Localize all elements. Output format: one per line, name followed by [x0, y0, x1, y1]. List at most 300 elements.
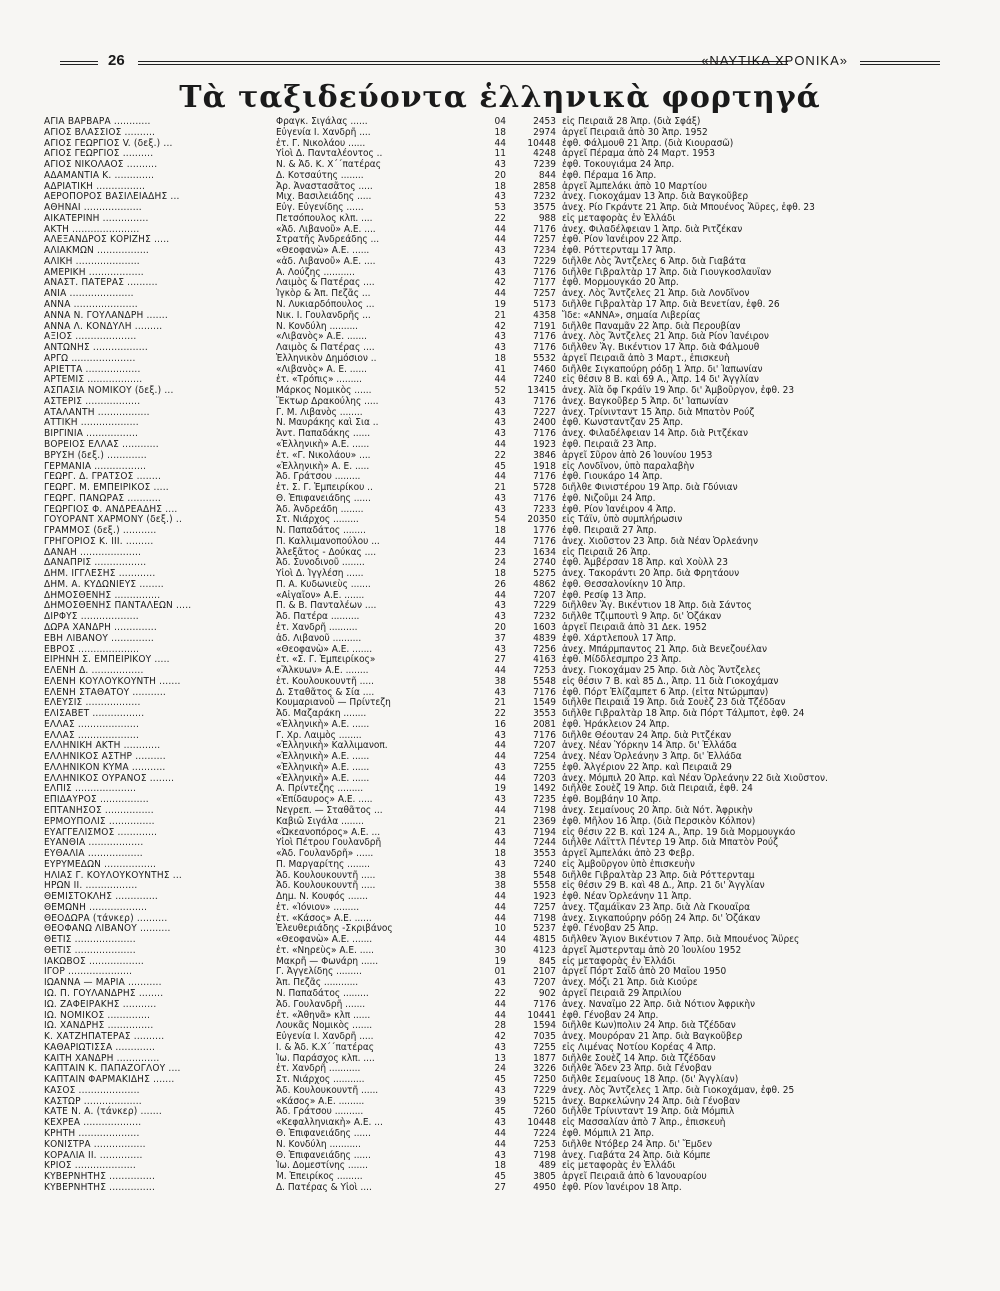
- table-row: [44, 331, 944, 342]
- owner: «Θεοφανὼ» Α.Ε. .......: [276, 643, 373, 655]
- build-year: 23: [494, 546, 506, 558]
- tonnage: 7232: [533, 611, 556, 623]
- table-row: [44, 708, 944, 719]
- tonnage: 4950: [533, 1181, 556, 1193]
- position-note: ἐφθ. Γένοβαν 24 Ἀπρ.: [562, 1009, 659, 1021]
- table-row: [44, 288, 944, 299]
- tonnage: 7250: [533, 1074, 556, 1086]
- table-row: [44, 547, 944, 558]
- table-row: [44, 374, 944, 385]
- position-note: ἐφθ. Βομβάην 10 Ἀπρ.: [562, 794, 662, 806]
- tonnage: 7240: [533, 858, 556, 870]
- tonnage: 7253: [533, 665, 556, 677]
- position-note: ἀνεχ. Τζαμάϊκαν 23 Ἀπρ. διὰ Λὰ Γκουαΐρα: [562, 901, 751, 913]
- owner: «Ἑλληνικὴ» Καλλιμανοπ.: [276, 740, 388, 752]
- table-row: [44, 116, 944, 127]
- tonnage: 7176: [533, 331, 556, 343]
- ship-name: ΔΗΜΟΣΘΕΝΗΣ ...............: [44, 589, 161, 601]
- build-year: 43: [494, 417, 506, 429]
- build-year: 43: [494, 826, 506, 838]
- build-year: 44: [494, 535, 506, 547]
- ship-name: ΚΑΘΑΡΙΩΤΙΣΣΑ .............: [44, 1041, 156, 1053]
- owner: ἀδ. Λιβανοῦ ..........: [276, 632, 362, 644]
- owner: Ἀδ. Γράτσου ..........: [276, 1106, 364, 1118]
- build-year: 11: [494, 148, 506, 160]
- ship-name: ΑΓΙΟΣ ΒΛΑΣΣΙΟΣ ..........: [44, 126, 156, 138]
- build-year: 44: [494, 837, 506, 849]
- tonnage: 5558: [533, 880, 556, 892]
- tonnage: 4862: [533, 578, 556, 590]
- build-year: 19: [494, 783, 506, 795]
- table-row: [44, 514, 944, 525]
- owner: Εὐγενία Ι. Χανδρῆ .....: [276, 1031, 374, 1043]
- table-row: [44, 913, 944, 924]
- position-note: ἐφθ. Μίδδλεσμπρο 23 Ἀπρ.: [562, 654, 682, 666]
- ship-name: ΚΡΙΟΣ ....................: [44, 1160, 136, 1172]
- tonnage: 7224: [533, 1127, 556, 1139]
- position-note: ἐφθ. Νέαν Ὀρλεάνην 11 Ἀπρ.: [562, 891, 692, 903]
- table-row: [44, 783, 944, 794]
- owner: Λαιμὸς & Πατέρας ....: [276, 277, 375, 289]
- tonnage: 7198: [533, 1149, 556, 1161]
- build-year: 43: [494, 255, 506, 267]
- owner: ἐτ. «Ἰόνιον» .........: [276, 901, 360, 913]
- position-note: ἀνεχ. Ναναΐμο 22 Ἀπρ. διὰ Νότιον Ἀφρικὴν: [562, 998, 756, 1010]
- owner: «Ἑλληνικὴ» Α.Ε. ......: [276, 761, 370, 773]
- owner: «Ἐπίδαυρος» Α.Ε. .....: [276, 794, 373, 806]
- tonnage: 844: [538, 169, 556, 181]
- table-row: [44, 256, 944, 267]
- ship-name: ΑΝΝΑ .....................: [44, 299, 138, 311]
- build-year: 45: [494, 1106, 506, 1118]
- ship-name: ΑΝΝΑ Λ. ΚΟΝΔΥΛΗ .........: [44, 320, 163, 332]
- table-row: [44, 536, 944, 547]
- owner: Ν. Μαυράκης καὶ Σια ..: [276, 417, 379, 429]
- position-note: ἀνεχ. Λὸς Ἄντζελες 1 Ἀπρ. διὰ Γιοκοχάμαν, ἐφθ. 25: [562, 1084, 795, 1096]
- ship-name: ΚΕΧΡΕΑ ...................: [44, 1117, 142, 1129]
- owner: Στ. Νιάρχος .........: [276, 514, 359, 526]
- table-row: [44, 202, 944, 213]
- position-note: εἰς θέσιν 7 Β. καὶ 85 Δ., Ἀπρ. 11 διὰ Γιοκοχάμαν: [562, 675, 779, 687]
- table-row: [44, 697, 944, 708]
- table-row: [44, 461, 944, 472]
- table-row: [44, 364, 944, 375]
- position-note: ἐφθ. Γένοβαν 25 Ἀπρ.: [562, 923, 659, 935]
- owner: Δ. Κοτσαύτης ........: [276, 169, 364, 181]
- owner: Π. Α. Κυδωνιεὺς .......: [276, 578, 371, 590]
- owner: «Ἀδ. Γουλανδρῆ» ......: [276, 848, 374, 860]
- build-year: 43: [494, 395, 506, 407]
- ship-name: ΓΕΩΡΓΙΟΣ Φ. ΑΝΔΡΕΑΔΗΣ ....: [44, 503, 178, 515]
- position-note: ἀνεχ. Μουρόραν 21 Ἀπρ. διὰ Βαγκοῦβερ: [562, 1031, 743, 1043]
- table-row: [44, 504, 944, 515]
- ship-name: ΑΓΙΟΣ ΓΕΩΡΓΙΟΣ ..........: [44, 148, 154, 160]
- position-note: ἐφθ. Ἀλγέριον 22 Ἀπρ. καὶ Πειραιᾶ 29: [562, 761, 732, 773]
- position-note: διῆλθε Γιβραλτὰρ 18 Ἀπρ. διὰ Πόρτ Τάλμποτ, ἐφθ. 24: [562, 708, 805, 720]
- owner: Ἀλεξᾶτος - Δούκας ....: [276, 546, 377, 558]
- owner: «Κεφαλληνιακὴ» Α.Ε. ...: [276, 1117, 383, 1129]
- table-row: [44, 891, 944, 902]
- position-note: ἀργεῖ Πειραιᾶ ἀπὸ 3 Μαρτ., ἐπισκευὴ: [562, 352, 730, 364]
- table-row: [44, 1031, 944, 1042]
- ship-name: ΑΘΗΝΑΙ ...................: [44, 202, 142, 214]
- build-year: 44: [494, 772, 506, 784]
- table-row: [44, 1182, 944, 1193]
- build-year: 27: [494, 1181, 506, 1193]
- table-row: [44, 665, 944, 676]
- table-row: [44, 687, 944, 698]
- build-year: 44: [494, 891, 506, 903]
- owner: «Κάσος» Α.Ε. .........: [276, 1095, 365, 1107]
- owner: Μάρκος Νομικὸς ......: [276, 385, 372, 397]
- table-row: [44, 590, 944, 601]
- owner: Ν. Λυκιαρδόπουλος ...: [276, 299, 375, 311]
- build-year: 22: [494, 212, 506, 224]
- tonnage: 3805: [533, 1171, 556, 1183]
- owner: ἐτ. «Σ. Γ. Ἐμπειρίκος»: [276, 654, 376, 666]
- ship-name: ΓΡΑΜΜΟΣ (δεξ.) ...........: [44, 525, 157, 537]
- build-year: 18: [494, 525, 506, 537]
- owner: Θ. Ἐπιφανειάδης ......: [276, 1149, 371, 1161]
- ship-name: ΙΩ. ΖΑΦΕΙΡΑΚΗΣ ...........: [44, 998, 157, 1010]
- owner: «Θεοφανὼ» Α.Ε. ......: [276, 245, 370, 257]
- position-note: ἐφθ. Πειραιᾶ 23 Ἀπρ.: [562, 438, 657, 450]
- table-row: [44, 816, 944, 827]
- owner: Γ. Μ. Λιβανὸς ........: [276, 406, 363, 418]
- tonnage: 5215: [533, 1095, 556, 1107]
- tonnage: 7176: [533, 535, 556, 547]
- owner: «Ἑλληνικὴ» Α.Ε. ......: [276, 438, 370, 450]
- owner: Γ. Ἀγγελίδης .........: [276, 966, 362, 978]
- tonnage: 7198: [533, 805, 556, 816]
- table-row: [44, 956, 944, 967]
- tonnage: 7255: [533, 761, 556, 773]
- ship-name: ΒΟΡΕΙΟΣ ΕΛΛΑΣ ............: [44, 438, 159, 450]
- build-year: 43: [494, 1084, 506, 1096]
- ship-name: ΔΙΡΦΥΣ ...................: [44, 611, 139, 623]
- position-note: ἀργεῖ Πειραιᾶ 29 Ἀπριλίου: [562, 988, 682, 1000]
- table-row: [44, 1042, 944, 1053]
- build-year: 18: [494, 126, 506, 138]
- build-year: 43: [494, 794, 506, 806]
- ship-name: ΑΝΑΣΤ. ΠΑΤΕΡΑΣ ..........: [44, 277, 158, 289]
- table-row: [44, 827, 944, 838]
- tonnage: 20350: [527, 514, 556, 526]
- build-year: 44: [494, 589, 506, 601]
- ship-name: ΙΩ. Π. ΓΟΥΛΑΝΔΡΗΣ ........: [44, 988, 164, 1000]
- owner: Ἰω. Δομεστίνης .......: [276, 1160, 368, 1172]
- owner: Θ. Ἐπιφανειάδης ......: [276, 1127, 371, 1139]
- position-note: ἐφθ. Κωνσταντζαν 25 Ἀπρ.: [562, 417, 684, 429]
- build-year: 44: [494, 223, 506, 235]
- ship-name: ΕΛΛΑΣ ....................: [44, 729, 140, 741]
- position-note: ἀνεχ. Γιοκοχάμαν 13 Ἀπρ. διὰ Βαγκοῦβερ: [562, 191, 749, 203]
- tonnage: 1634: [533, 546, 556, 558]
- build-year: 42: [494, 1031, 506, 1043]
- position-note: εἰς Πειραιᾶ 28 Ἀπρ. (διὰ Σφάξ): [562, 116, 701, 127]
- owner: Πετσόπουλος κλπ. ....: [276, 212, 373, 224]
- owner: Υἱοὶ Δ. Ἰγγλέση ......: [276, 568, 364, 580]
- tonnage: 902: [538, 988, 556, 1000]
- build-year: 26: [494, 578, 506, 590]
- position-note: ἀνεχ. Χιοῦστον 23 Ἀπρ. διὰ Νέαν Ὀρλεάνην: [562, 535, 758, 547]
- position-note: ἀργεῖ Πειραιᾶ ἀπὸ 31 Δεκ. 1952: [562, 621, 707, 633]
- build-year: 43: [494, 428, 506, 440]
- position-note: ἀνεχ. Βαγκοῦβερ 5 Ἀπρ. δι' Ἰαπωνίαν: [562, 395, 729, 407]
- tonnage: 7229: [533, 255, 556, 267]
- owner: Στρατῆς Ἀνδρεάδης ...: [276, 234, 380, 246]
- tonnage: 5548: [533, 675, 556, 687]
- position-note: διῆλθε Λάϊττλ Πέντερ 19 Ἀπρ. διὰ Μπατὸν Ρούζ: [562, 837, 778, 849]
- owner: «Ἄλκυων» Α.Ε. ........: [276, 665, 369, 677]
- position-note: ἐφθ. Ρίον Ἰανέιρον 4 Ἀπρ.: [562, 503, 676, 515]
- build-year: 44: [494, 1127, 506, 1139]
- table-row: [44, 148, 944, 159]
- table-row: [44, 730, 944, 741]
- owner: Γ. Χρ. Λαιμὸς ........: [276, 729, 362, 741]
- owner: Μιχ. Βασιλειάδης .....: [276, 191, 372, 203]
- ship-name: ΑΞΙΟΣ ....................: [44, 331, 137, 343]
- build-year: 22: [494, 988, 506, 1000]
- build-year: 44: [494, 438, 506, 450]
- ship-name: ΘΕΤΙΣ ....................: [44, 934, 136, 946]
- build-year: 44: [494, 751, 506, 763]
- ship-name: ΘΕΟΔΩΡΑ (τάνκερ) ..........: [44, 912, 168, 924]
- table-row: [44, 471, 944, 482]
- tonnage: 7256: [533, 643, 556, 655]
- table-row: [44, 676, 944, 687]
- ship-name: ΙΩ. ΝΟΜΙΚΟΣ ..............: [44, 1009, 151, 1021]
- tonnage: 7177: [533, 277, 556, 289]
- build-year: 42: [494, 320, 506, 332]
- owner: Ἀδ. Πατέρα ..........: [276, 611, 360, 623]
- table-row: [44, 923, 944, 934]
- position-note: ἀνεχ. Βαρκελώνην 24 Ἀπρ. διὰ Γένοβαν: [562, 1095, 740, 1107]
- owner: Ἀπ. Πεζᾶς ............: [276, 977, 359, 989]
- build-year: 44: [494, 740, 506, 752]
- build-year: 13: [494, 1052, 506, 1064]
- ship-name: ΔΗΜ. Α. ΚΥΔΩΝΙΕΥΣ ........: [44, 578, 164, 590]
- table-row: [44, 794, 944, 805]
- owner: ἐτ. Γ. Νικολάου ......: [276, 137, 366, 149]
- position-note: εἰς Μασσαλίαν ἀπὸ 7 Ἀπρ., ἐπισκευὴ: [562, 1117, 726, 1129]
- header-rule-left: [60, 61, 98, 65]
- position-note: διῆλθε Τζιμπουτὶ 9 Ἀπρ. δι' Ὀζάκαν: [562, 611, 722, 623]
- ship-name: ΑΔΡΙΑΤΙΚΗ ................: [44, 180, 146, 192]
- table-row: [44, 213, 944, 224]
- position-note: ἐφθ. Ρίον Ἰανέιρον 18 Ἀπρ.: [562, 1181, 682, 1193]
- position-note: ἀνεχ. Μόζι 21 Ἀπρ. διὰ Κιούρε: [562, 977, 698, 989]
- tonnage: 3553: [533, 848, 556, 860]
- owner: «Λιβανὸς» Α. Ε. ......: [276, 363, 367, 375]
- owner: «Ἑλληνικὴ» Α. Ε. .....: [276, 460, 370, 472]
- table-row: [44, 762, 944, 773]
- table-row: [44, 999, 944, 1010]
- build-year: 18: [494, 568, 506, 580]
- ship-name: ΚΑΙΤΗ ΧΑΝΔΡΗ ..............: [44, 1052, 160, 1064]
- build-year: 39: [494, 1095, 506, 1107]
- tonnage: 7235: [533, 794, 556, 806]
- position-note: ἀνεχ. Ἀϊὰ ὄφ Γκράϊν 19 Ἀπρ. δι' Ἀμβοῦργον, ἐφθ. 23: [562, 385, 795, 397]
- table-row: [44, 482, 944, 493]
- owner: ἐτ. Χανδρῆ ...........: [276, 1063, 361, 1075]
- tonnage: 3575: [533, 202, 556, 214]
- ship-name: ΑΓΙΟΣ ΓΕΩΡΓΙΟΣ V. (δεξ.) ...: [44, 137, 173, 149]
- ship-name: ΕΛΙΣΑΒΕΤ .................: [44, 708, 145, 720]
- ship-name: ΙΩ. ΧΑΝΔΡΗΣ ...............: [44, 1020, 154, 1032]
- ship-name: ΚΥΒΕΡΝΗΤΗΣ ...............: [44, 1181, 156, 1193]
- tonnage: 3226: [533, 1063, 556, 1075]
- owner: Υἱοὶ Δ. Πανταλέοντος ..: [276, 148, 383, 160]
- ship-name: ΕΡΜΟΥΠΟΛΙΣ ...............: [44, 815, 155, 827]
- build-year: 21: [494, 482, 506, 494]
- position-note: εἰς Λιμένας Νοτίου Κορέας 4 Ἀπρ.: [562, 1041, 716, 1053]
- ship-name: ΔΑΝΑΗ ....................: [44, 546, 142, 558]
- ship-name: ΓΕΩΡΓ. Δ. ΓΡΑΤΣΟΣ ........: [44, 471, 162, 483]
- tonnage: 1877: [533, 1052, 556, 1064]
- ship-name: ΕΛΛΗΝΙΚΟΣ ΑΣΤΗΡ ..........: [44, 751, 166, 763]
- tonnage: 7257: [533, 288, 556, 300]
- table-row: [44, 966, 944, 977]
- position-note: ἐφθ. Μόμπιλ 21 Ἀπρ.: [562, 1127, 655, 1139]
- tonnage: 988: [538, 212, 556, 224]
- table-row: [44, 557, 944, 568]
- position-note: ἀνεχ. Γιαβάτα 24 Ἀπρ. διὰ Κόμπε: [562, 1149, 711, 1161]
- ship-name: ΕΥΑΓΓΕΛΙΣΜΟΣ .............: [44, 826, 158, 838]
- table-row: [44, 1106, 944, 1117]
- tonnage: 4815: [533, 934, 556, 946]
- tonnage: 2974: [533, 126, 556, 138]
- tonnage: 1923: [533, 891, 556, 903]
- build-year: 43: [494, 1041, 506, 1053]
- position-note: ἐφθ. Μορμουγκάο 20 Ἀπρ.: [562, 277, 679, 289]
- build-year: 01: [494, 966, 506, 978]
- build-year: 44: [494, 234, 506, 246]
- tonnage: 5532: [533, 352, 556, 364]
- tonnage: 3553: [533, 708, 556, 720]
- tonnage: 2453: [533, 116, 556, 127]
- owner: Ἰω. Παράσχος κλπ. ....: [276, 1052, 375, 1064]
- position-note: εἰς θέσιν 22 Β. καὶ 124 Α., Ἀπρ. 19 διὰ Μορμουγκάο: [562, 826, 796, 838]
- build-year: 19: [494, 299, 506, 311]
- tonnage: 1594: [533, 1020, 556, 1032]
- ship-name: ΔΑΝΑΠΡΙΣ .................: [44, 557, 147, 569]
- position-note: διῆλθεν Ἅγ. Βικέντιον 17 Ἀπρ. διὰ Φάλμουθ: [562, 342, 760, 354]
- build-year: 28: [494, 1020, 506, 1032]
- ship-name: ΓΕΡΜΑΝΙΑ .................: [44, 460, 147, 472]
- ship-name: ΚΥΒΕΡΝΗΤΗΣ ...............: [44, 1171, 156, 1183]
- position-note: ἀνεχ. Φιλαδέλφειαν 14 Ἀπρ. διὰ Ριτζέκαν: [562, 428, 748, 440]
- build-year: 16: [494, 718, 506, 730]
- owner: Ἀρ. Ἀναστασᾶτος .....: [276, 180, 373, 192]
- build-year: 44: [494, 471, 506, 483]
- build-year: 43: [494, 858, 506, 870]
- position-note: διῆλθε Γιβραλτὰρ 17 Ἀπρ. διὰ Γιουγκοσλαυΐαν: [562, 266, 772, 278]
- ship-name: ΑΝΤΩΝΗΣ ..................: [44, 342, 148, 354]
- build-year: 44: [494, 998, 506, 1010]
- build-year: 43: [494, 1149, 506, 1161]
- build-year: 22: [494, 449, 506, 461]
- owner: Δημ. Ν. Κουφός .......: [276, 891, 368, 903]
- build-year: 43: [494, 342, 506, 354]
- owner: Εὐγ. Εὐγενίδης ......: [276, 202, 364, 214]
- build-year: 24: [494, 557, 506, 569]
- ship-name: ΕΥΑΝΘΙΑ ..................: [44, 837, 144, 849]
- tonnage: 2740: [533, 557, 556, 569]
- build-year: 43: [494, 503, 506, 515]
- tonnage: 1776: [533, 525, 556, 537]
- page-header: [60, 52, 940, 72]
- tonnage: 7257: [533, 901, 556, 913]
- tonnage: 3846: [533, 449, 556, 461]
- tonnage: 4123: [533, 944, 556, 956]
- position-note: διῆλθε Πειραιᾶ 19 Ἀπρ. διὰ Σουὲζ 23 διὰ Τζέδδαν: [562, 697, 786, 709]
- ship-name: ΚΑΤΕ Ν. Α. (τάνκερ) .......: [44, 1106, 162, 1118]
- tonnage: 5173: [533, 299, 556, 311]
- position-note: διῆλθε Τρίνινταντ 19 Ἀπρ. διὰ Μόμπιλ: [562, 1106, 735, 1118]
- build-year: 44: [494, 934, 506, 946]
- build-year: 52: [494, 385, 506, 397]
- table-row: [44, 1096, 944, 1107]
- owner: «Ἑλληνικὴ» Α.Ε. ......: [276, 751, 370, 763]
- build-year: 44: [494, 374, 506, 386]
- build-year: 19: [494, 955, 506, 967]
- table-row: [44, 654, 944, 665]
- tonnage: 7207: [533, 977, 556, 989]
- tonnage: 7176: [533, 471, 556, 483]
- tonnage: 7207: [533, 740, 556, 752]
- position-note: διῆλθε Σουὲζ 19 Ἀπρ. διὰ Πειραιᾶ, ἐφθ. 24: [562, 783, 753, 795]
- build-year: 43: [494, 492, 506, 504]
- table-row: [44, 1150, 944, 1161]
- ship-name: ΑΓΙΟΣ ΝΙΚΟΛΑΟΣ ..........: [44, 159, 158, 171]
- table-row: [44, 450, 944, 461]
- ship-name: ΒΡΥΣΗ (δεξ.) .............: [44, 449, 147, 461]
- position-note: ἐφθ. Θεσσαλονίκην 10 Ἀπρ.: [562, 578, 686, 590]
- ship-name: ΚΑΣΤΩΡ ...................: [44, 1095, 142, 1107]
- ship-name: ΚΑΠΤΑΙΝ ΦΑΡΜΑΚΙΔΗΣ .......: [44, 1074, 175, 1086]
- build-year: 21: [494, 309, 506, 321]
- owner: Α. Πρίντεζης .........: [276, 783, 364, 795]
- ship-name: ΑΜΕΡΙΚΗ ..................: [44, 266, 144, 278]
- build-year: 44: [494, 665, 506, 677]
- ship-name: ΕΛΕΝΗ ΚΟΥΛΟΥΚΟΥΝΤΗ .......: [44, 675, 181, 687]
- build-year: 43: [494, 611, 506, 623]
- table-row: [44, 880, 944, 891]
- ship-name: ΑΓΙΑ ΒΑΡΒΑΡΑ ............: [44, 116, 151, 127]
- ship-name: ΓΟΥΟΡΑΝΤ ΧΑΡΜΟΝΥ (δεξ.) ..: [44, 514, 183, 526]
- table-row: [44, 848, 944, 859]
- owner: Ἀδ. Συνοδινοῦ ........: [276, 557, 365, 569]
- position-note: ἀνεχ. Μπάρμπαντος 21 Ἀπρ. διὰ Βενεζουέλαν: [562, 643, 767, 655]
- position-note: ἐφθ. Ρεσίφ 13 Ἀπρ.: [562, 589, 647, 601]
- table-row: [44, 170, 944, 181]
- table-row: [44, 245, 944, 256]
- build-year: 45: [494, 460, 506, 472]
- build-year: 45: [494, 1074, 506, 1086]
- position-note: ἀνεχ. Τακοράντι 20 Ἀπρ. διὰ Φρητάουν: [562, 568, 740, 580]
- position-note: ἀνεχ. Μόμπιλ 20 Ἀπρ. καὶ Νέαν Ὀρλεάνην 22 διὰ Χιοῦστον.: [562, 772, 828, 784]
- table-row: [44, 568, 944, 579]
- owner: Ν. Κονδύλη ..........: [276, 320, 359, 332]
- owner: Ἀδ. Κουλουκουντῆ .....: [276, 869, 376, 881]
- owner: Λουκᾶς Νομικὸς .......: [276, 1020, 373, 1032]
- build-year: 21: [494, 815, 506, 827]
- tonnage: 5275: [533, 568, 556, 580]
- owner: Νικ. Ι. Γουλανδρῆς ...: [276, 309, 371, 321]
- table-row: [44, 837, 944, 848]
- build-year: 43: [494, 266, 506, 278]
